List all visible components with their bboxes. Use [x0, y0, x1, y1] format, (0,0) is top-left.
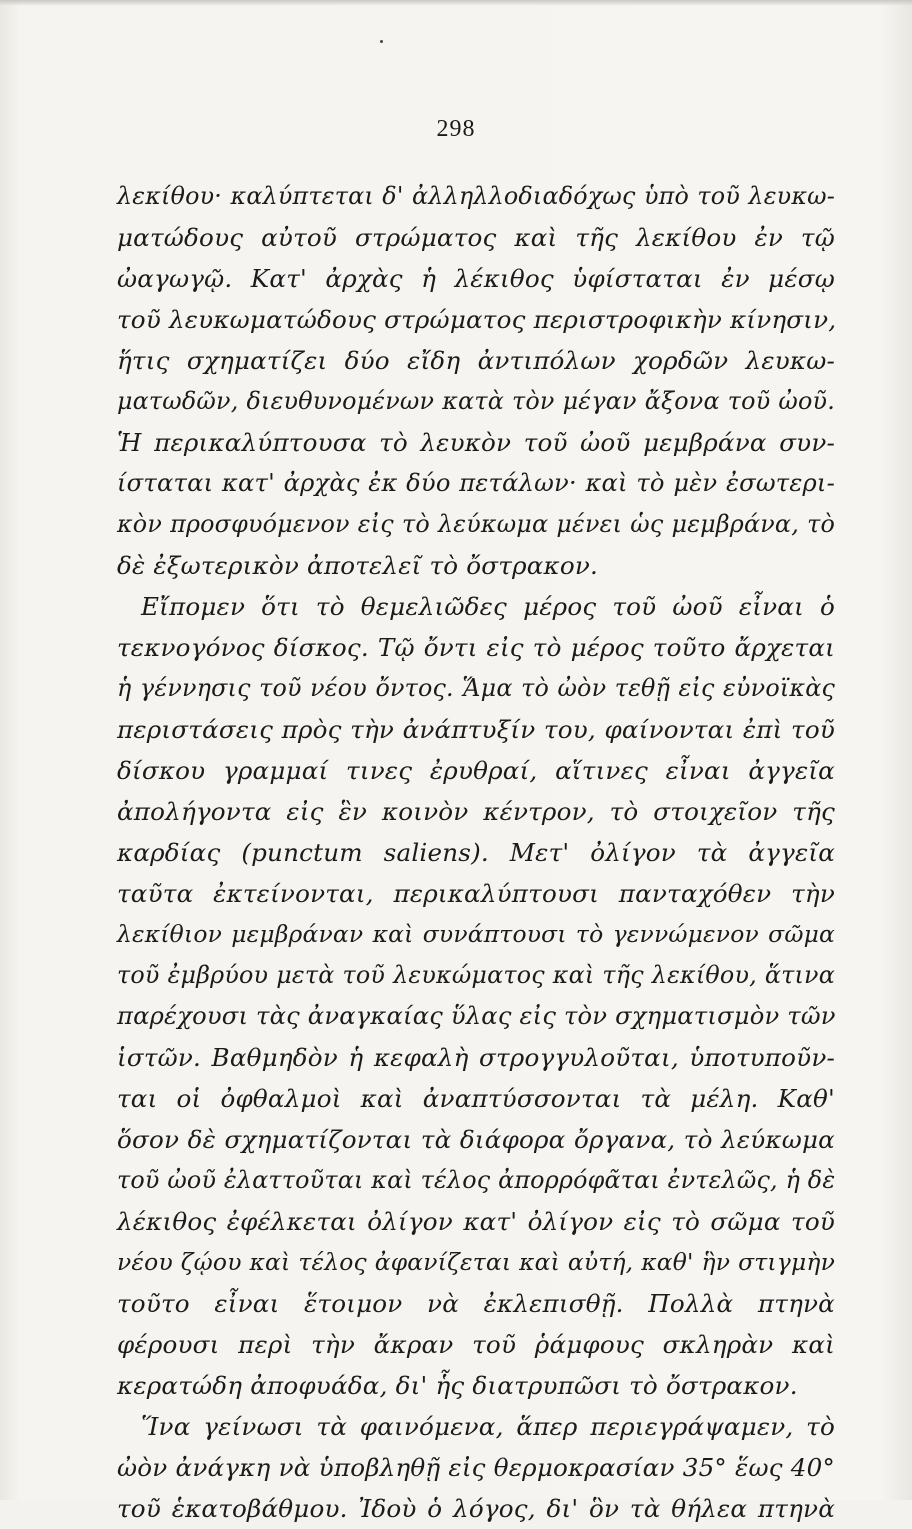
text-line: ὠαγωγῷ. Κατ' ἀρχὰς ἡ λέκιθος ὑφίσταται ἐν μέσῳ	[117, 264, 835, 293]
text-line: ματωδῶν, διευθυνομένων κατὰ τὸν μέγαν ἄξονα τοῦ ὠοῦ.	[117, 387, 835, 415]
text-line: κὸν προσφυόμενον εἰς τὸ λεύκωμα μένει ὡς μεμβράνα, τὸ	[117, 510, 835, 538]
text-line: ἥτις σχηματίζει δύο εἴδη ἀντιπόλων χορδῶν λευκω-	[117, 346, 835, 375]
text-line: Εἴπομεν ὅτι τὸ θεμελιῶδες μέρος τοῦ ὠοῦ εἶναι ὁ	[141, 592, 835, 621]
text-line: ταῦτα ἐκτείνονται, περικαλύπτουσι πανταχόθεν τὴν	[117, 879, 835, 908]
text-line: κερατώδη ἀποφυάδα, δι' ἧς διατρυπῶσι τὸ ὄστρακον.	[117, 1371, 798, 1400]
ink-speck	[380, 40, 383, 43]
text-line: καρδίας (punctum saliens). Μετ' ὀλίγον τὰ ἀγγεῖα	[117, 838, 835, 867]
text-line: φέρουσι περὶ τὴν ἄκραν τοῦ ῥάμφους σκληρὰν καὶ	[117, 1330, 835, 1359]
text-line: λεκίθου· καλύπτεται δ' ἀλληλλοδιαδόχως ὑπὸ τοῦ λευκω-	[117, 182, 835, 210]
scan-edge	[0, 0, 912, 6]
text-line: νέου ζῴου καὶ τέλος ἀφανίζεται καὶ αὐτή, καθ' ἣν στιγμὴν	[117, 1248, 835, 1276]
text-line: ὠὸν ἀνάγκη νὰ ὑποβληθῇ εἰς θερμοκρασίαν 35° ἕως 40°	[117, 1453, 835, 1482]
text-line: τοῦ ἑκατοβάθμου. Ἰδοὺ ὁ λόγος, δι' ὃν τὰ θήλεα πτηνὰ	[117, 1494, 835, 1523]
text-line: ίσταται κατ' ἀρχὰς ἐκ δύο πετάλων· καὶ τὸ μὲν ἐσωτερι-	[117, 469, 835, 497]
text-line: ματώδους αὐτοῦ στρώματος καὶ τῆς λεκίθου ἐν τῷ	[117, 223, 835, 252]
text-line: παρέχουσι τὰς ἀναγκαίας ὕλας εἰς τὸν σχηματισμὸν τῶν	[117, 1002, 836, 1030]
text-line: ἡ γέννησις τοῦ νέου ὄντος. Ἅμα τὸ ὠὸν τεθῇ εἰς εὐνοϊκὰς	[117, 674, 835, 702]
text-line: ὅσον δὲ σχηματίζονται τὰ διάφορα ὄργανα, τὸ λεύκωμα	[117, 1125, 835, 1154]
text-line: περιστάσεις πρὸς τὴν ἀνάπτυξίν του, φαίνονται ἐπὶ τοῦ	[117, 715, 835, 744]
text-line: ται οἱ ὀφθαλμοὶ καὶ ἀναπτύσσονται τὰ μέλη. Καθ'	[117, 1084, 835, 1113]
text-line: τοῦ λευκωματώδους στρώματος περιστροφικὴν κίνησιν,	[117, 305, 837, 334]
text-line: λέκιθος ἐφέλκεται ὀλίγον κατ' ὀλίγον εἰς τὸ σῶμα τοῦ	[117, 1207, 835, 1236]
page-number: 298	[436, 116, 476, 142]
text-line: τοῦτο εἶναι ἕτοιμον νὰ ἐκλεπισθῇ. Πολλὰ πτηνὰ	[117, 1289, 835, 1318]
body-text	[117, 176, 835, 1529]
text-line: ἱστῶν. Βαθμηδὸν ἡ κεφαλὴ στρογγυλοῦται, ὑποτυποῦν-	[117, 1043, 835, 1072]
text-line: Ἡ περικαλύπτουσα τὸ λευκὸν τοῦ ὠοῦ μεμβράνα συν-	[117, 428, 835, 457]
text-line: Ἵνα γείνωσι τὰ φαινόμενα, ἅπερ περιεγράψαμεν, τὸ	[141, 1412, 835, 1441]
text-line: τοῦ ἐμβρύου μετὰ τοῦ λευκώματος καὶ τῆς λεκίθου, ἅτινα	[117, 961, 835, 989]
text-line: λεκίθιον μεμβράναν καὶ συνάπτουσι τὸ γεννώμενον σῶμα	[117, 920, 835, 948]
text-line: ἀπολήγοντα εἰς ἓν κοινὸν κέντρον, τὸ στοιχεῖον τῆς	[117, 797, 835, 826]
text-line: δίσκου γραμμαί τινες ἐρυθραί, αἵτινες εἶναι ἀγγεῖα	[117, 756, 835, 785]
text-line: τεκνογόνος δίσκος. Τῷ ὄντι εἰς τὸ μέρος τοῦτο ἄρχεται	[117, 633, 835, 662]
text-line: τοῦ ὠοῦ ἐλαττοῦται καὶ τέλος ἀπορρόφᾶται ἐντελῶς, ἡ δὲ	[117, 1166, 836, 1194]
text-line: δὲ ἐξωτερικὸν ἀποτελεῖ τὸ ὄστρακον.	[117, 551, 599, 580]
